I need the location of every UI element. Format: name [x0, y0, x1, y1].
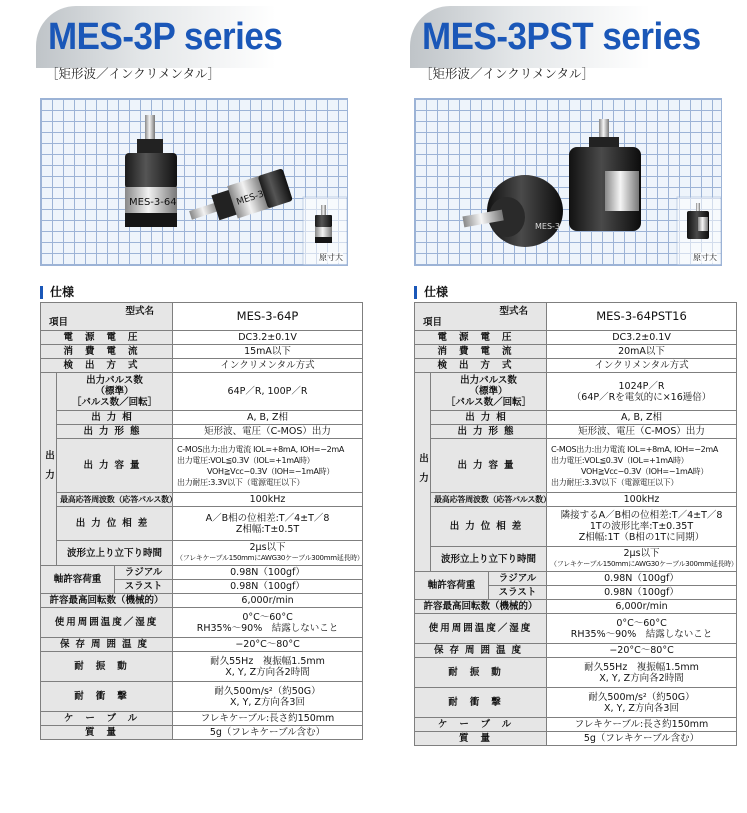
model-name: MES-3-64PST16 — [547, 303, 737, 331]
table-row: 耐振動 耐久55Hz 複振幅1.5mm X, Y, Z方向各2時間 — [415, 658, 737, 688]
table-row: 耐振動 耐久55Hz 複振幅1.5mm X, Y, Z方向各2時間 — [41, 652, 363, 682]
table-row: ケーブル フレキケーブル:長さ約150mm — [415, 718, 737, 732]
series-subtitle: ［矩形波／インクリメンタル］ — [420, 66, 595, 81]
title-block — [410, 0, 747, 82]
encoder-label-band — [605, 171, 639, 211]
series-subtitle: ［矩形波／インクリメンタル］ — [46, 66, 221, 81]
spec-heading: 仕様 — [414, 286, 448, 299]
table-row: 最高応答周波数（応答パルス数） 100kHz — [415, 493, 737, 507]
header-corner: 型式名 項目 — [41, 303, 173, 331]
small-encoder-body — [315, 215, 332, 227]
table-row: 検出方式 インクリメンタル方式 — [41, 359, 363, 373]
encoder-shaft — [145, 115, 155, 143]
table-row: 消費電流 15mA以下 — [41, 345, 363, 359]
table-row: 出力 出力パルス数 （標準） ［パルス数／回転］ 64P／R, 100P／R — [41, 373, 363, 411]
table-row — [415, 303, 737, 331]
table-row: 電源電圧 DC3.2±0.1V — [415, 331, 737, 345]
product-column-mes-3p — [36, 0, 376, 813]
encoder-illustration — [415, 99, 722, 266]
small-encoder-band — [698, 217, 708, 231]
encoder-body — [125, 153, 177, 189]
encoder-base — [125, 213, 177, 227]
table-row: 出力相 A, B, Z相 — [41, 411, 363, 425]
title-block — [36, 0, 376, 82]
table-row — [41, 303, 363, 331]
small-encoder-shaft — [696, 203, 700, 211]
table-row: 出力形態 矩形波、電圧（C-MOS）出力 — [415, 425, 737, 439]
series-title: MES-3P series — [48, 16, 283, 58]
table-row: 耐衝撃 耐久500m/s²（約50G） X, Y, Z方向各3回 — [41, 682, 363, 712]
small-encoder-base — [315, 237, 332, 243]
product-photo — [414, 98, 722, 266]
table-row: 出力 出力パルス数 （標準） ［パルス数／回転］ 1024P／R （64P／Rを電気的に×16逓倍） — [415, 373, 737, 411]
output-group-label: 出力 — [41, 373, 57, 566]
table-row: 軸許容荷重 ラジアル 0.98N（100gf） — [41, 566, 363, 580]
model-name: MES-3-64P — [173, 303, 363, 331]
lying-encoder — [462, 175, 563, 247]
table-row: 最高応答周波数（応答パルス数） 100kHz — [41, 493, 363, 507]
small-encoder-shaft — [321, 205, 326, 215]
small-encoder-band — [315, 227, 332, 237]
output-group-label: 出力 — [415, 373, 431, 572]
table-row: 波形立上り立下り時間 2μs以下 （フレキケーブル150mmにAWG30ケーブル300mm延長時） — [41, 541, 363, 566]
table-row: 波形立上り立下り時間 2μs以下 （フレキケーブル150mmにAWG30ケーブル300mm延長時） — [415, 547, 737, 572]
table-row: スラスト 0.98N（100gf） — [415, 586, 737, 600]
table-row: 出力形態 矩形波、電圧（C-MOS）出力 — [41, 425, 363, 439]
table-row: 使用周囲温度／湿度 0°C〜60°C RH35%〜90% 結露しないこと — [415, 614, 737, 644]
table-row: 保存周囲温度 −20°C〜80°C — [415, 644, 737, 658]
table-row: 検出方式 インクリメンタル方式 — [415, 359, 737, 373]
table-row: 耐衝撃 耐久500m/s²（約50G） X, Y, Z方向各3回 — [415, 688, 737, 718]
table-row: 出力容量 C-MOS出力:出力電流 IOL=+8mA, IOH=−2mA 出力電圧:VOL≦0.3V（IOL=+1mA時） VOH≧Vcc−0.3V（IOH=−1mA時） 出力耐圧:3.3V以下（電源電圧以下） — [41, 439, 363, 493]
spec-heading: 仕様 — [40, 286, 74, 299]
spec-table — [414, 302, 737, 746]
table-row: 電源電圧 DC3.2±0.1V — [41, 331, 363, 345]
table-row: 出力相 A, B, Z相 — [415, 411, 737, 425]
encoder-illustration — [41, 99, 348, 266]
table-row: 消費電流 20mA以下 — [415, 345, 737, 359]
lying-encoder — [185, 168, 293, 232]
spec-table — [40, 302, 363, 740]
table-row: ケーブル フレキケーブル:長さ約150mm — [41, 712, 363, 726]
product-column-mes-3pst — [410, 0, 747, 813]
table-row: 出力容量 C-MOS出力:出力電流 IOL=+8mA, IOH=−2mA 出力電圧:VOL≦0.3V（IOL=+1mA時） VOH≧Vcc−0.3V（IOH=−1mA時） 出力耐圧:3.3V以下（電源電圧以下） — [415, 439, 737, 493]
actual-size-label: 原寸大 — [693, 253, 717, 262]
header-corner: 型式名 項目 — [415, 303, 547, 331]
table-row: 出力位相差 A／B相の位相差:T／4±T／8 Z相幅:T±0.5T — [41, 507, 363, 541]
table-row: 許容最高回転数（機械的） 6,000r/min — [415, 600, 737, 614]
actual-size-label: 原寸大 — [319, 253, 343, 262]
table-row: スラスト 0.98N（100gf） — [41, 580, 363, 594]
table-row: 質量 5g（フレキケーブル含む） — [415, 732, 737, 746]
series-title: MES-3PST series — [422, 16, 701, 58]
encoder-collar — [137, 139, 163, 153]
product-photo — [40, 98, 348, 266]
svg-text:MES-3: MES-3 — [535, 222, 561, 231]
encoder-label-text: MES-3-64 — [129, 197, 177, 208]
table-row: 出力位相差 隣接するA／B相の位相差:T／4±T／8 1Tの波形比率:T±0.35T Z相幅:1T（B相の1Tに同期） — [415, 507, 737, 547]
table-row: 許容最高回転数（機械的） 6,000r/min — [41, 594, 363, 608]
table-row: 質量 5g（フレキケーブル含む） — [41, 726, 363, 740]
table-row: 軸許容荷重 ラジアル 0.98N（100gf） — [415, 572, 737, 586]
svg-text:MES-3: MES-3 — [235, 189, 266, 208]
table-row: 保存周囲温度 −20°C〜80°C — [41, 638, 363, 652]
table-row: 使用周囲温度／湿度 0°C〜60°C RH35%〜90% 結露しないこと — [41, 608, 363, 638]
